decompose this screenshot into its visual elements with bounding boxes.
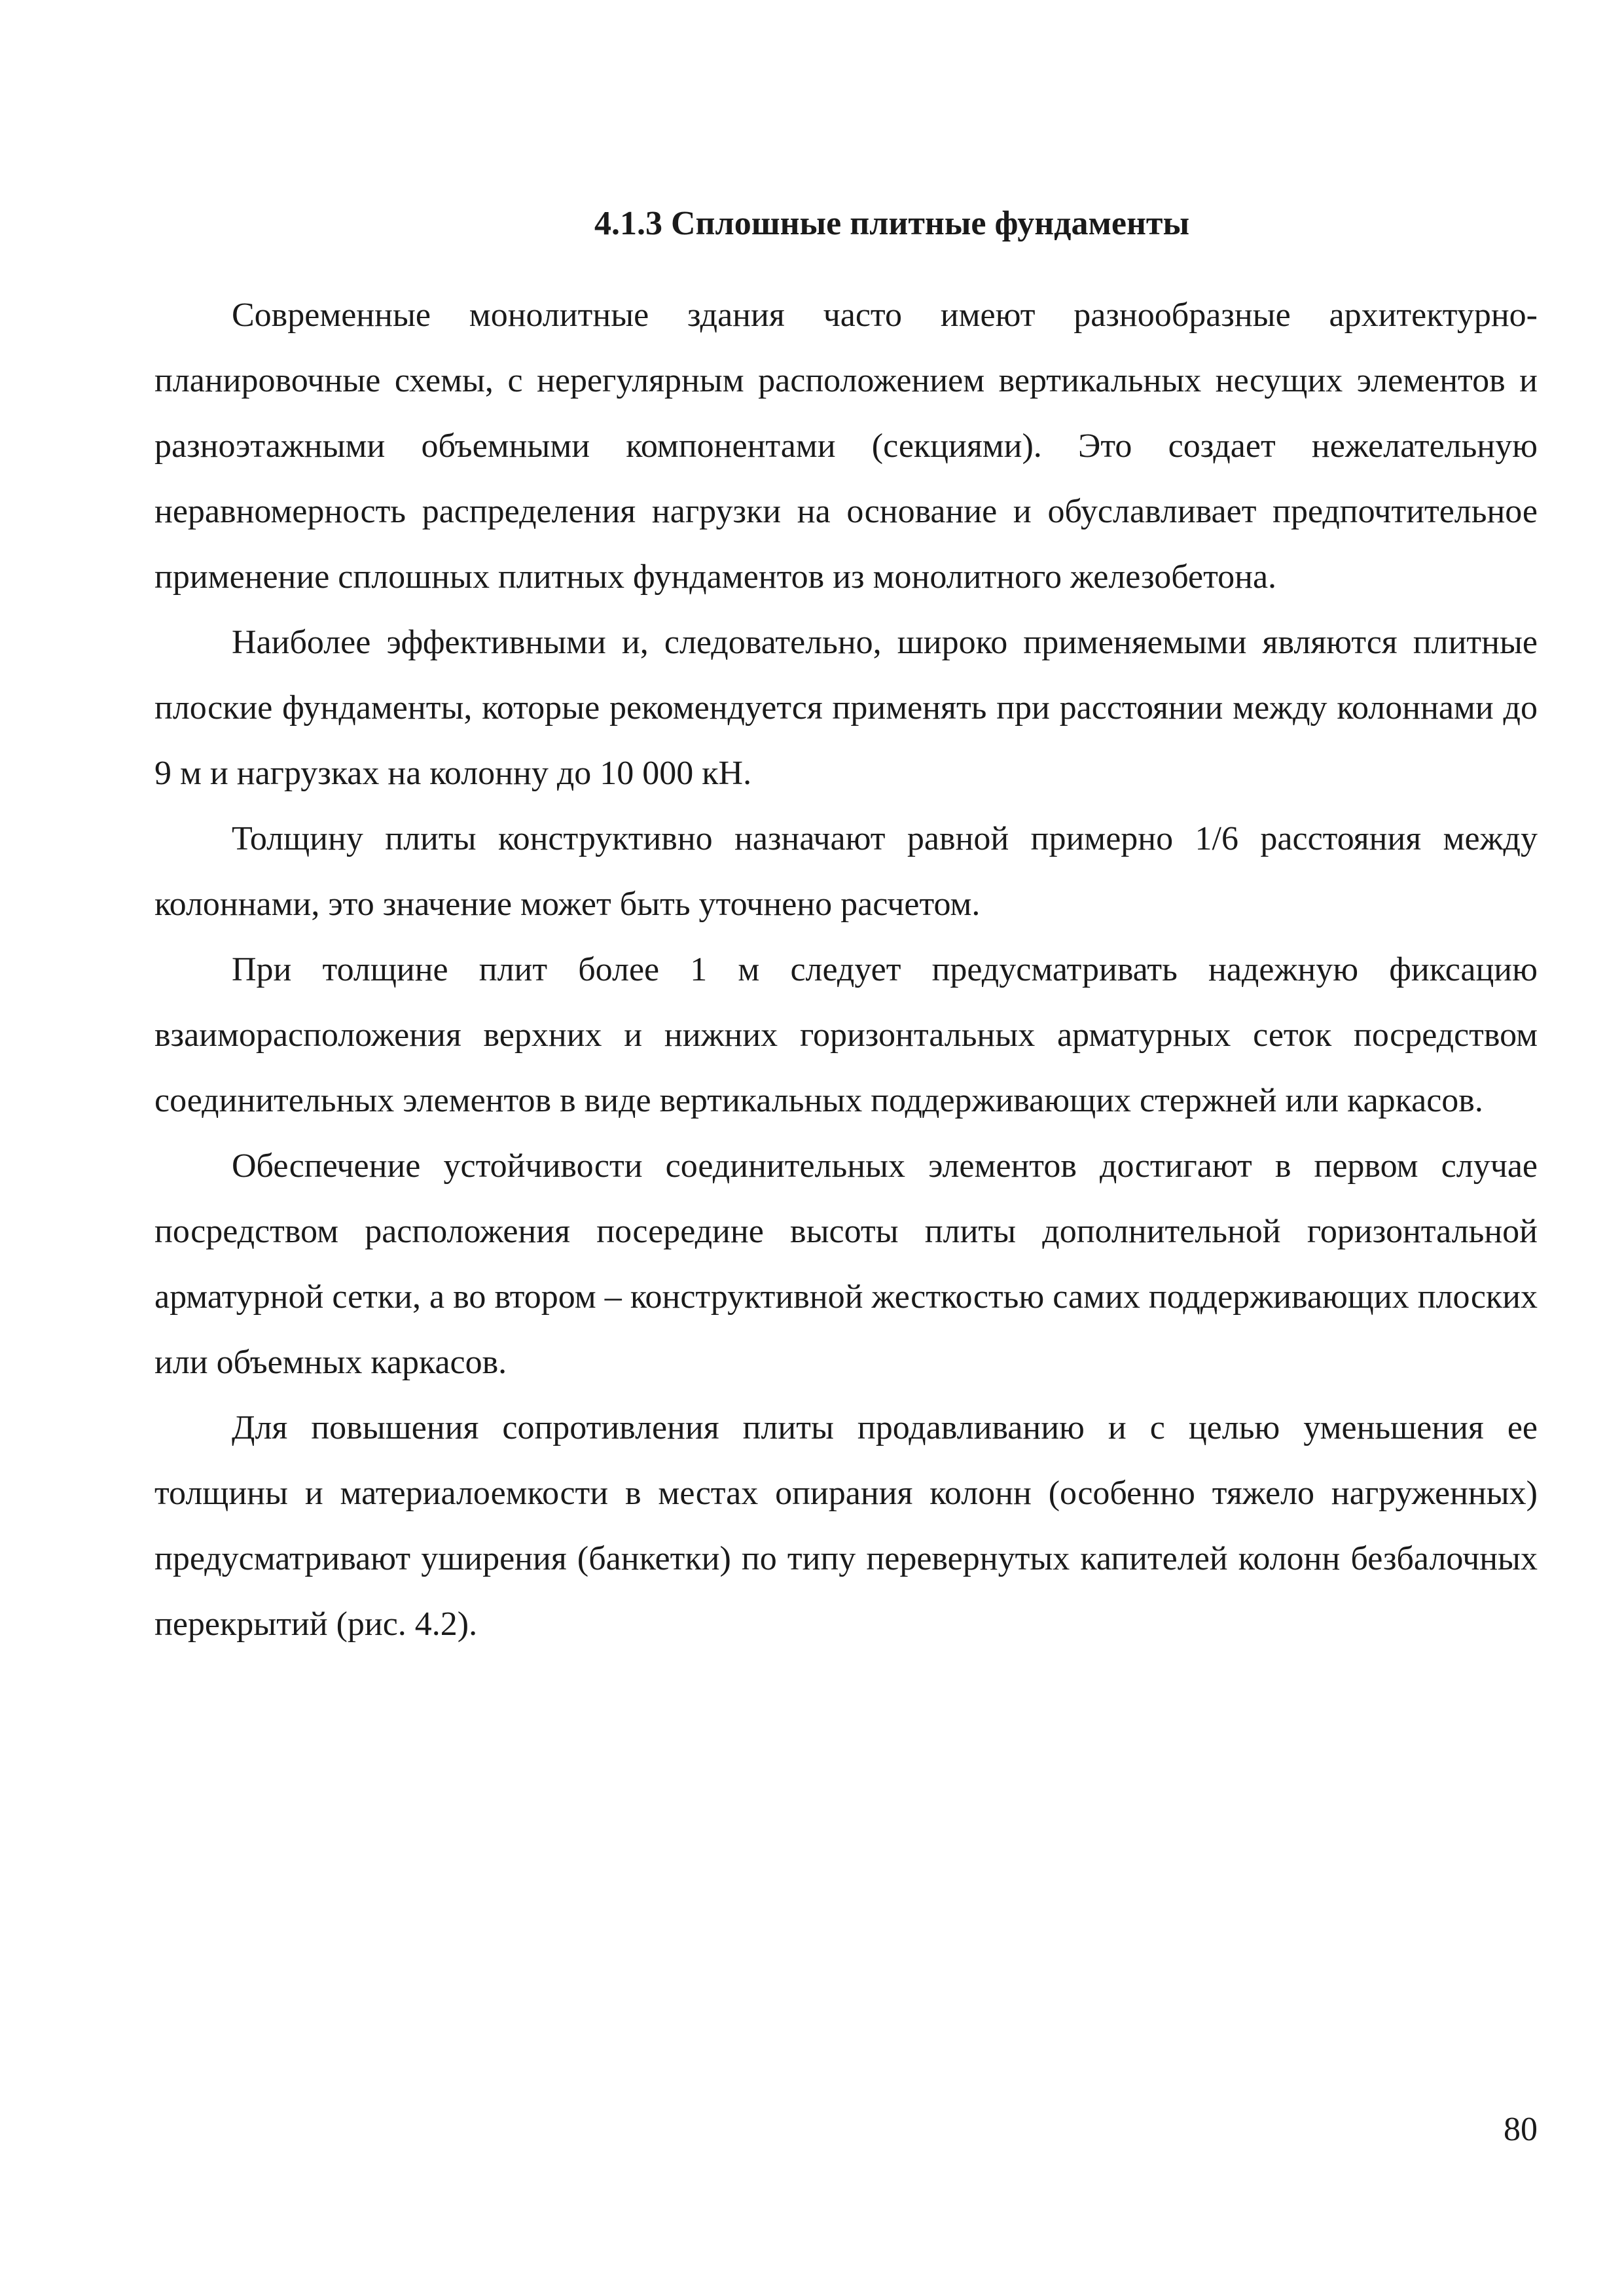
paragraph: Для повышения сопротивления плиты продавливанию и с целью уменьшения ее толщины и материалоемкости в местах опирания колонн (особенно тяжело нагруженных) предусматривают уширения (банкетки) по типу перевернутых капителей колонн безбалочных перекрытий (рис. 4.2). [154,1409,1538,1643]
paragraph: Обеспечение устойчивости соединительных элементов достигают в первом случае посредством расположения посередине высоты плиты дополнительной горизонтальной арматурной сетки, а во втором – конструктивной жесткостью самих поддерживающих плоских или объемных каркасов. [154,1147,1538,1381]
paragraph: Толщину плиты конструктивно назначают равной примерно 1/6 расстояния между колоннами, это значение может быть уточнено расчетом. [154,820,1538,923]
paragraph: Современные монолитные здания часто имеют разнообразные архитектурно-планировочные схемы, с нерегулярным расположением вертикальных несущих элементов и разноэтажными объемными компонентами (секциями). Это создает нежелательную неравномерность распределения нагрузки на основание и обуславливает предпочтительное применение сплошных плитных фундаментов из монолитного железобетона. [154,296,1538,596]
page-number: 80 [1504,2111,1538,2148]
section-heading: 4.1.3 Сплошные плитные фундаменты [594,205,1190,242]
paragraph: При толщине плит более 1 м следует предусматривать надежную фиксацию взаиморасположения верхних и нижних горизонтальных арматурных сеток посредством соединительных элементов в виде вертикальных поддерживающих стержней или каркасов. [154,951,1538,1119]
body-text [154,283,1538,1657]
paragraph: Наиболее эффективными и, следовательно, широко применяемыми являются плитные плоские фундаменты, которые рекомендуется применять при расстоянии между колоннами до 9 м и нагрузках на колонну до 10 000 кН. [154,624,1538,792]
